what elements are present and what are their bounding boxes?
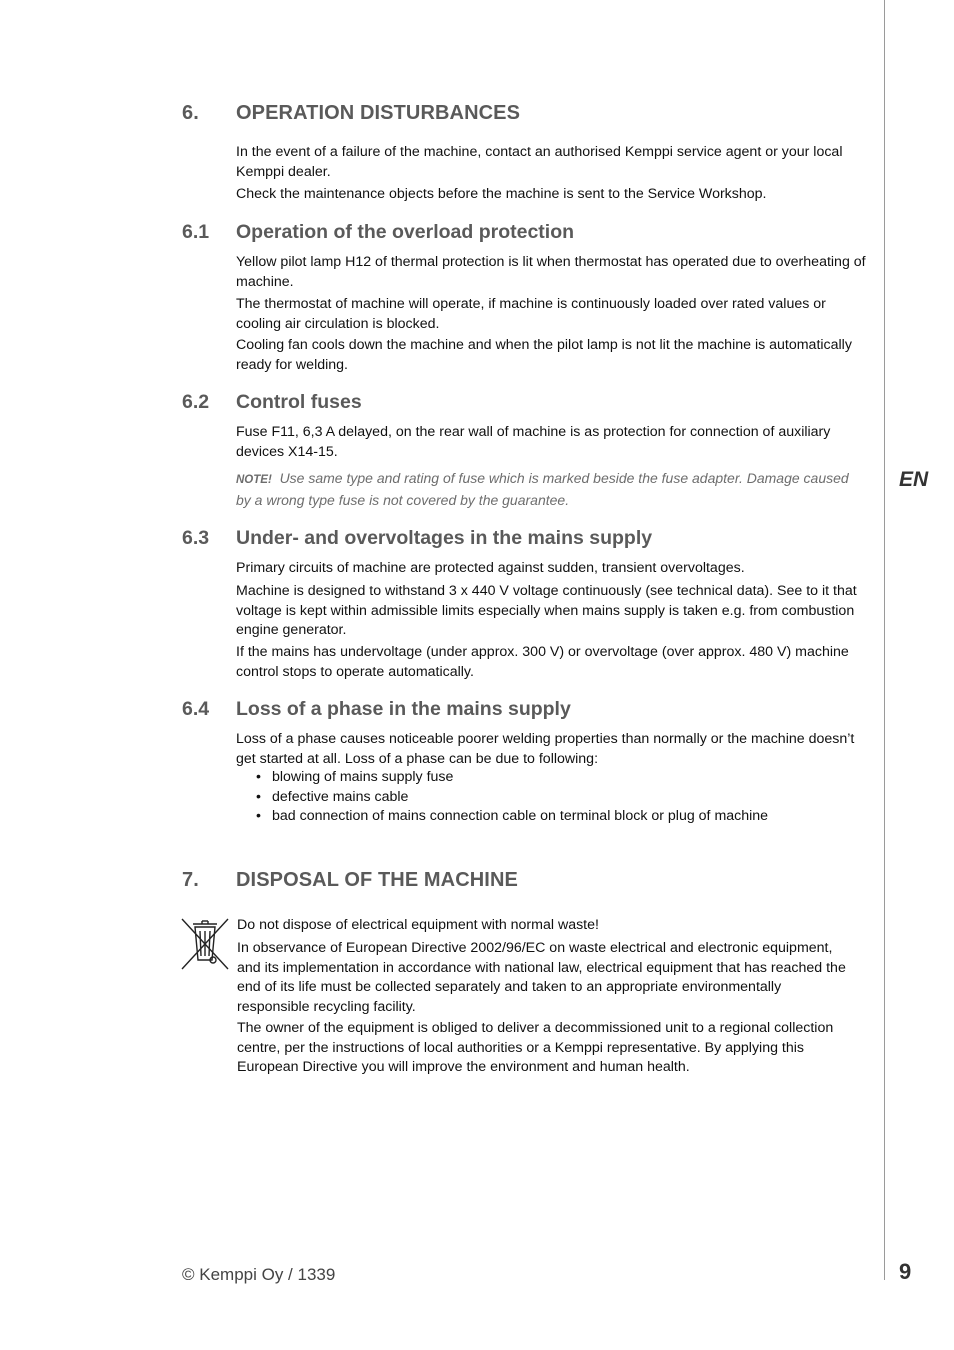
- section-6-1-paragraph: The thermostat of machine will operate, if machine is continuously loaded over rated values or cooling air circulation is blocked.: [236, 296, 826, 332]
- fuse-note: [236, 469, 866, 510]
- section-6-1-paragraph: Yellow pilot lamp H12 of thermal protection is lit when thermostat has operated due to overheating of machine.: [236, 254, 866, 290]
- list-item: • defective mains cable: [256, 788, 409, 805]
- section-6-1-number: 6.1: [182, 221, 210, 243]
- section-6-4-paragraph: Loss of a phase causes noticeable poorer welding properties than normally or the machine doesn’t get started at all. Loss of a phase can be due to following:: [236, 731, 855, 767]
- section-6-3-title: Under- and overvoltages in the mains supply: [236, 527, 653, 549]
- section-7-paragraph: In observance of European Directive 2002/96/EC on waste electrical and electronic equipment, and its implementation in accordance with national law, electrical equipment that has reached the end of its life must be collected separately and taken to an appropriate environmentally responsible recycling facility.: [237, 940, 846, 1015]
- page-number: 9: [899, 1259, 912, 1284]
- section-7-title: DISPOSAL OF THE MACHINE: [236, 869, 518, 891]
- section-7-paragraph: Do not dispose of electrical equipment with normal waste!: [237, 917, 599, 933]
- section-7-number: 7.: [182, 869, 199, 891]
- language-tab: EN: [899, 468, 929, 491]
- section-6-2-number: 6.2: [182, 391, 210, 413]
- section-6-1-title: Operation of the overload protection: [236, 221, 575, 243]
- section-6-paragraph: Check the maintenance objects before the machine is sent to the Service Workshop.: [236, 186, 767, 202]
- section-6-2-title: Control fuses: [236, 391, 362, 413]
- section-6-3-paragraph: Primary circuits of machine are protected against sudden, transient overvoltages.: [236, 560, 745, 576]
- section-6-3-paragraph: Machine is designed to withstand 3 x 440 V voltage continuously (see technical data). See to it that voltage is kept within admissible limits especially when mains supply is taken e.g. from combustion engine generator.: [236, 583, 857, 638]
- section-6-4-title: Loss of a phase in the mains supply: [236, 698, 571, 720]
- note-label: NOTE!: [236, 474, 272, 486]
- note-text: Use same type and rating of fuse which is marked beside the fuse adapter. Damage caused by a wrong type fuse is not covered by the guarantee.: [236, 470, 849, 508]
- section-6-3-number: 6.3: [182, 527, 210, 549]
- section-6-4-number: 6.4: [182, 698, 210, 720]
- margin-rule: [884, 0, 885, 1280]
- list-item: • bad connection of mains connection cable on terminal block or plug of machine: [256, 808, 769, 824]
- copyright-footer: © Kemppi Oy / 1339: [182, 1265, 336, 1284]
- section-6-3-paragraph: If the mains has undervoltage (under approx. 300 V) or overvoltage (over approx. 480 V) machine control stops to operate automatically.: [236, 644, 849, 680]
- section-6-number: 6.: [182, 102, 199, 124]
- section-6-1-paragraph: Cooling fan cools down the machine and when the pilot lamp is not lit the machine is automatically ready for welding.: [236, 337, 852, 373]
- section-6-paragraph: In the event of a failure of the machine, contact an authorised Kemppi service agent or your local Kemppi dealer.: [236, 144, 843, 180]
- section-6-title: OPERATION DISTURBANCES: [236, 102, 521, 124]
- section-6-2-paragraph: Fuse F11, 6,3 A delayed, on the rear wall of machine is as protection for connection of auxiliary devices X14-15.: [236, 424, 831, 460]
- crossed-out-wheelie-bin-icon: [180, 916, 230, 972]
- section-7-paragraph: The owner of the equipment is obliged to deliver a decommissioned unit to a regional collection centre, per the instructions of local authorities or a Kemppi representative. By applying this European Directive you will improve the environment and human health.: [237, 1020, 834, 1075]
- list-item: • blowing of mains supply fuse: [256, 769, 454, 785]
- phase-loss-causes-list: [256, 768, 768, 827]
